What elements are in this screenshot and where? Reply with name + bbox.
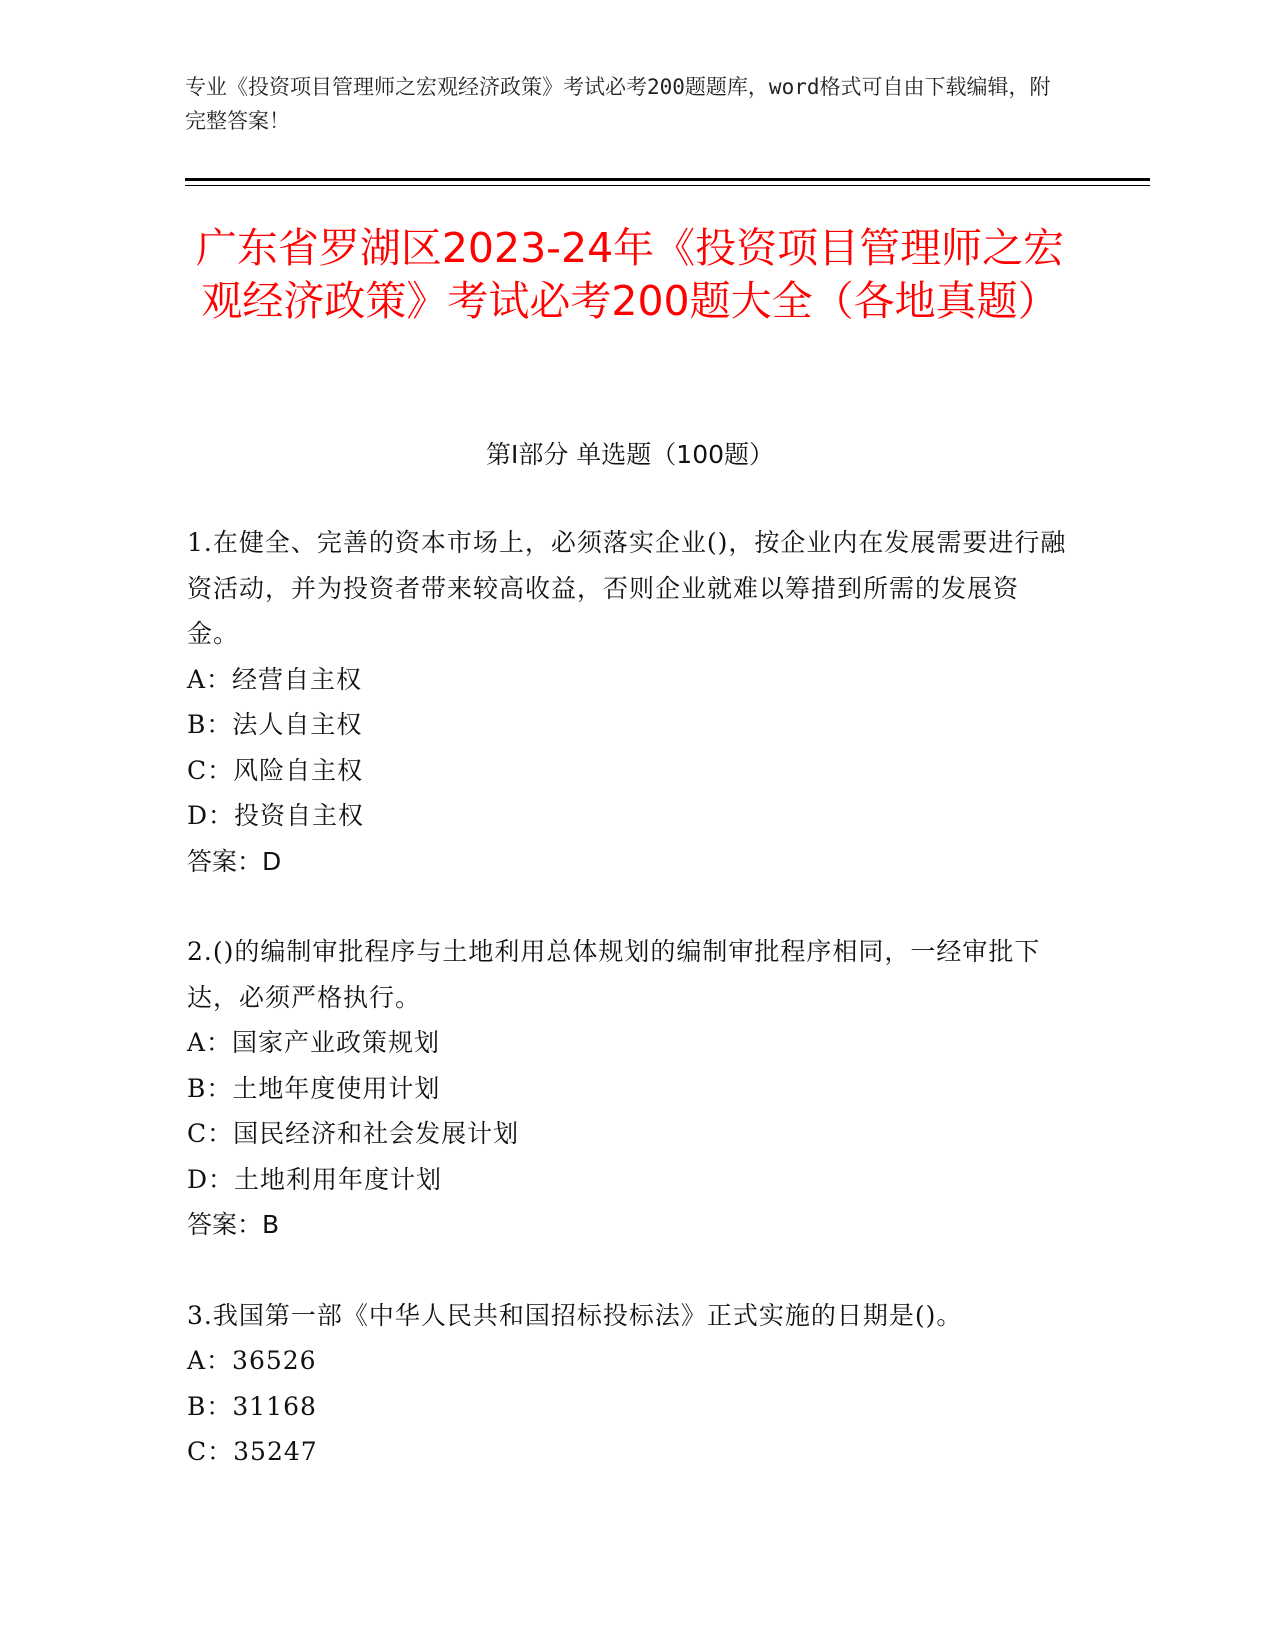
- question-stem: 1.在健全、完善的资本市场上，必须落实企业()，按企业内在发展需要进行融资活动，并为投资者带来较高收益，否则企业就难以筹措到所需的发展资金。: [187, 528, 1067, 648]
- option-d: D：投资自主权: [187, 801, 365, 830]
- option-d: D：土地利用年度计划: [187, 1164, 443, 1194]
- header-divider-thin: [185, 185, 1150, 186]
- option-b: B：土地年度使用计划: [187, 1073, 441, 1103]
- question-2: [187, 929, 1067, 1248]
- option-c: C：国民经济和社会发展计划: [187, 1119, 520, 1148]
- header-divider-thick: [185, 178, 1150, 181]
- question-stem: 2.()的编制审批程序与土地利用总体规划的编制审批程序相同，一经审批下达，必须严格执行。: [187, 937, 1041, 1012]
- answer: 答案：D: [187, 846, 282, 876]
- document-title: 广东省罗湖区2023-24年《投资项目管理师之宏观经济政策》考试必考200题大全（各地真题）: [195, 224, 1065, 325]
- answer: 答案：B: [187, 1210, 280, 1239]
- header-note: 专业《投资项目管理师之宏观经济政策》考试必考200题题库，word格式可自由下载编辑，附完整答案！: [185, 75, 1051, 133]
- section-title: 第I部分 单选题（100题）: [485, 440, 775, 469]
- question-gap: [187, 1248, 1067, 1293]
- option-b: B：31168: [187, 1391, 317, 1421]
- question-stem: 3.我国第一部《中华人民共和国招标投标法》正式实施的日期是()。: [187, 1300, 963, 1330]
- option-a: A：国家产业政策规划: [187, 1028, 441, 1057]
- option-b: B：法人自主权: [187, 710, 363, 739]
- option-c: C：35247: [187, 1437, 318, 1466]
- option-c: C：风险自主权: [187, 755, 364, 785]
- question-list: [187, 520, 1067, 1475]
- question-3: [187, 1293, 1067, 1475]
- question-gap: [187, 884, 1067, 929]
- option-a: A：经营自主权: [187, 664, 363, 694]
- question-1: [187, 520, 1067, 884]
- option-a: A：36526: [187, 1346, 317, 1375]
